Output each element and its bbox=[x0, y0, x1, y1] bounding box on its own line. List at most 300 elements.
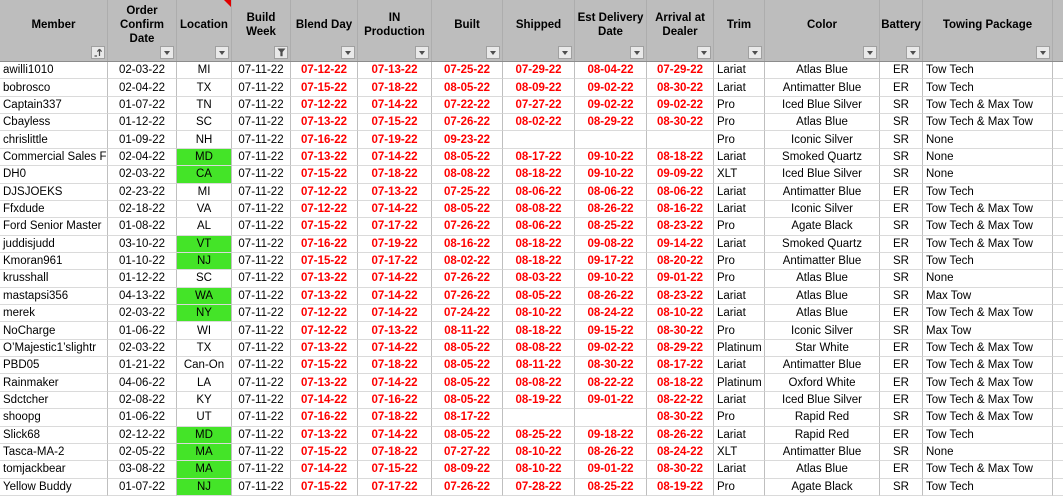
cell-color[interactable]: Antimatter Blue bbox=[765, 79, 880, 96]
cell-tow[interactable]: Tow Tech bbox=[923, 427, 1053, 444]
cell-member[interactable]: awilli1010 bbox=[0, 62, 108, 79]
cell-member[interactable]: Slick68 bbox=[0, 427, 108, 444]
filter-button-prod[interactable] bbox=[415, 46, 429, 59]
cell-est[interactable]: 09-18-22 bbox=[575, 427, 647, 444]
cell-color[interactable]: Agate Black bbox=[765, 479, 880, 496]
cell-tow[interactable]: Tow Tech & Max Tow bbox=[923, 114, 1053, 131]
cell-trim[interactable]: Lariat bbox=[714, 357, 765, 374]
cell-batt[interactable]: SR bbox=[880, 444, 923, 461]
cell-ship[interactable]: 08-08-22 bbox=[503, 340, 575, 357]
cell-member[interactable]: O’Majestic1’slightr bbox=[0, 340, 108, 357]
cell-color[interactable]: Atlas Blue bbox=[765, 62, 880, 79]
cell-built[interactable]: 07-26-22 bbox=[432, 270, 503, 287]
cell-member[interactable]: mastapsi356 bbox=[0, 288, 108, 305]
cell-est[interactable]: 09-17-22 bbox=[575, 253, 647, 270]
cell-color[interactable]: Antimatter Blue bbox=[765, 444, 880, 461]
cell-tow[interactable]: Max Tow bbox=[923, 288, 1053, 305]
cell-trim[interactable]: Lariat bbox=[714, 392, 765, 409]
cell-order[interactable]: 02-23-22 bbox=[108, 184, 177, 201]
cell-batt[interactable]: SR bbox=[880, 288, 923, 305]
cell-week[interactable]: 07-11-22 bbox=[232, 479, 291, 496]
cell-prod[interactable]: 07-14-22 bbox=[358, 340, 432, 357]
cell-built[interactable]: 07-24-22 bbox=[432, 305, 503, 322]
cell-arr[interactable]: 08-06-22 bbox=[647, 184, 714, 201]
cell-trim[interactable]: Pro bbox=[714, 270, 765, 287]
cell-arr[interactable]: 08-19-22 bbox=[647, 479, 714, 496]
cell-prod[interactable]: 07-13-22 bbox=[358, 184, 432, 201]
cell-trim[interactable]: Lariat bbox=[714, 62, 765, 79]
cell-batt[interactable]: SR bbox=[880, 131, 923, 148]
cell-loc[interactable]: KY bbox=[177, 392, 232, 409]
cell-blend[interactable]: 07-15-22 bbox=[291, 479, 358, 496]
cell-blend[interactable]: 07-13-22 bbox=[291, 288, 358, 305]
cell-built[interactable]: 08-05-22 bbox=[432, 149, 503, 166]
cell-color[interactable]: Iced Blue Silver bbox=[765, 166, 880, 183]
cell-blend[interactable]: 07-13-22 bbox=[291, 149, 358, 166]
cell-color[interactable]: Iced Blue Silver bbox=[765, 392, 880, 409]
cell-member[interactable]: Tasca-MA-2 bbox=[0, 444, 108, 461]
cell-tow[interactable]: Tow Tech bbox=[923, 62, 1053, 79]
cell-color[interactable]: Rapid Red bbox=[765, 409, 880, 426]
cell-arr[interactable]: 09-01-22 bbox=[647, 270, 714, 287]
cell-ship[interactable]: 08-11-22 bbox=[503, 357, 575, 374]
cell-trim[interactable]: Lariat bbox=[714, 427, 765, 444]
cell-batt[interactable]: SR bbox=[880, 409, 923, 426]
cell-prod[interactable]: 07-17-22 bbox=[358, 218, 432, 235]
cell-tow[interactable]: Tow Tech & Max Tow bbox=[923, 201, 1053, 218]
cell-prod[interactable]: 07-14-22 bbox=[358, 305, 432, 322]
cell-week[interactable]: 07-11-22 bbox=[232, 166, 291, 183]
cell-prod[interactable]: 07-15-22 bbox=[358, 114, 432, 131]
cell-week[interactable]: 07-11-22 bbox=[232, 114, 291, 131]
cell-trim[interactable]: Lariat bbox=[714, 288, 765, 305]
cell-trim[interactable]: Pro bbox=[714, 253, 765, 270]
cell-est[interactable]: 09-10-22 bbox=[575, 166, 647, 183]
cell-trim[interactable]: Lariat bbox=[714, 236, 765, 253]
cell-tow[interactable]: Tow Tech & Max Tow bbox=[923, 236, 1053, 253]
cell-prod[interactable]: 07-14-22 bbox=[358, 427, 432, 444]
cell-ship[interactable]: 08-09-22 bbox=[503, 79, 575, 96]
cell-batt[interactable]: ER bbox=[880, 357, 923, 374]
cell-arr[interactable]: 08-30-22 bbox=[647, 409, 714, 426]
cell-loc[interactable]: MD bbox=[177, 427, 232, 444]
cell-arr[interactable]: 07-29-22 bbox=[647, 62, 714, 79]
cell-batt[interactable]: SR bbox=[880, 149, 923, 166]
cell-ship[interactable]: 08-18-22 bbox=[503, 322, 575, 339]
cell-built[interactable]: 08-16-22 bbox=[432, 236, 503, 253]
cell-trim[interactable]: Platinum bbox=[714, 374, 765, 391]
cell-batt[interactable]: SR bbox=[880, 114, 923, 131]
cell-ship[interactable]: 07-27-22 bbox=[503, 97, 575, 114]
cell-week[interactable]: 07-11-22 bbox=[232, 253, 291, 270]
cell-week[interactable]: 07-11-22 bbox=[232, 62, 291, 79]
cell-loc[interactable]: MA bbox=[177, 461, 232, 478]
cell-color[interactable]: Antimatter Blue bbox=[765, 357, 880, 374]
cell-blend[interactable]: 07-12-22 bbox=[291, 305, 358, 322]
cell-ship[interactable]: 08-03-22 bbox=[503, 270, 575, 287]
cell-color[interactable]: Atlas Blue bbox=[765, 305, 880, 322]
cell-loc[interactable]: MI bbox=[177, 62, 232, 79]
cell-ship[interactable]: 08-10-22 bbox=[503, 461, 575, 478]
cell-tow[interactable]: None bbox=[923, 166, 1053, 183]
cell-loc[interactable]: LA bbox=[177, 374, 232, 391]
cell-trim[interactable]: Pro bbox=[714, 114, 765, 131]
cell-est[interactable]: 08-26-22 bbox=[575, 444, 647, 461]
cell-ship[interactable]: 07-28-22 bbox=[503, 479, 575, 496]
cell-member[interactable]: Cbayless bbox=[0, 114, 108, 131]
cell-blend[interactable]: 07-15-22 bbox=[291, 218, 358, 235]
cell-week[interactable]: 07-11-22 bbox=[232, 201, 291, 218]
cell-trim[interactable]: Lariat bbox=[714, 201, 765, 218]
cell-batt[interactable]: SR bbox=[880, 253, 923, 270]
cell-color[interactable]: Atlas Blue bbox=[765, 288, 880, 305]
cell-batt[interactable]: ER bbox=[880, 374, 923, 391]
cell-arr[interactable]: 08-30-22 bbox=[647, 114, 714, 131]
cell-arr[interactable]: 08-26-22 bbox=[647, 427, 714, 444]
filter-button-built[interactable] bbox=[486, 46, 500, 59]
cell-batt[interactable]: ER bbox=[880, 305, 923, 322]
cell-week[interactable]: 07-11-22 bbox=[232, 270, 291, 287]
cell-order[interactable]: 02-05-22 bbox=[108, 444, 177, 461]
cell-loc[interactable]: NY bbox=[177, 305, 232, 322]
cell-order[interactable]: 02-18-22 bbox=[108, 201, 177, 218]
cell-batt[interactable]: SR bbox=[880, 322, 923, 339]
cell-blend[interactable]: 07-15-22 bbox=[291, 79, 358, 96]
cell-blend[interactable]: 07-13-22 bbox=[291, 114, 358, 131]
cell-arr[interactable]: 08-23-22 bbox=[647, 288, 714, 305]
cell-blend[interactable]: 07-15-22 bbox=[291, 253, 358, 270]
cell-ship[interactable]: 08-17-22 bbox=[503, 149, 575, 166]
cell-trim[interactable]: Lariat bbox=[714, 79, 765, 96]
cell-week[interactable]: 07-11-22 bbox=[232, 97, 291, 114]
cell-order[interactable]: 01-09-22 bbox=[108, 131, 177, 148]
cell-est[interactable]: 08-29-22 bbox=[575, 114, 647, 131]
cell-blend[interactable]: 07-15-22 bbox=[291, 357, 358, 374]
cell-loc[interactable]: SC bbox=[177, 270, 232, 287]
cell-order[interactable]: 01-12-22 bbox=[108, 114, 177, 131]
cell-week[interactable]: 07-11-22 bbox=[232, 149, 291, 166]
cell-built[interactable]: 08-05-22 bbox=[432, 357, 503, 374]
cell-member[interactable]: Yellow Buddy bbox=[0, 479, 108, 496]
cell-color[interactable]: Iconic Silver bbox=[765, 201, 880, 218]
cell-order[interactable]: 01-21-22 bbox=[108, 357, 177, 374]
cell-week[interactable]: 07-11-22 bbox=[232, 427, 291, 444]
cell-order[interactable]: 02-08-22 bbox=[108, 392, 177, 409]
cell-tow[interactable]: Tow Tech & Max Tow bbox=[923, 374, 1053, 391]
cell-trim[interactable]: Pro bbox=[714, 218, 765, 235]
cell-ship[interactable]: 08-10-22 bbox=[503, 305, 575, 322]
cell-loc[interactable]: MI bbox=[177, 184, 232, 201]
cell-est[interactable]: 09-02-22 bbox=[575, 97, 647, 114]
cell-week[interactable]: 07-11-22 bbox=[232, 288, 291, 305]
cell-built[interactable]: 08-05-22 bbox=[432, 340, 503, 357]
cell-order[interactable]: 01-08-22 bbox=[108, 218, 177, 235]
cell-prod[interactable]: 07-14-22 bbox=[358, 97, 432, 114]
cell-order[interactable]: 02-03-22 bbox=[108, 62, 177, 79]
cell-member[interactable]: tomjackbear bbox=[0, 461, 108, 478]
cell-blend[interactable]: 07-14-22 bbox=[291, 461, 358, 478]
cell-tow[interactable]: Tow Tech & Max Tow bbox=[923, 392, 1053, 409]
cell-tow[interactable]: Tow Tech bbox=[923, 79, 1053, 96]
cell-blend[interactable]: 07-15-22 bbox=[291, 444, 358, 461]
cell-tow[interactable]: Tow Tech & Max Tow bbox=[923, 340, 1053, 357]
filter-button-est[interactable] bbox=[630, 46, 644, 59]
cell-order[interactable]: 02-04-22 bbox=[108, 149, 177, 166]
cell-arr[interactable]: 08-18-22 bbox=[647, 374, 714, 391]
cell-est[interactable]: 08-25-22 bbox=[575, 218, 647, 235]
cell-prod[interactable]: 07-14-22 bbox=[358, 270, 432, 287]
cell-week[interactable]: 07-11-22 bbox=[232, 305, 291, 322]
cell-loc[interactable]: Can-On bbox=[177, 357, 232, 374]
cell-week[interactable]: 07-11-22 bbox=[232, 461, 291, 478]
cell-tow[interactable]: Tow Tech & Max Tow bbox=[923, 305, 1053, 322]
cell-color[interactable]: Atlas Blue bbox=[765, 270, 880, 287]
cell-est[interactable] bbox=[575, 409, 647, 426]
cell-order[interactable]: 02-04-22 bbox=[108, 79, 177, 96]
cell-arr[interactable]: 08-23-22 bbox=[647, 218, 714, 235]
cell-arr[interactable]: 08-10-22 bbox=[647, 305, 714, 322]
cell-color[interactable]: Iconic Silver bbox=[765, 322, 880, 339]
cell-est[interactable]: 09-02-22 bbox=[575, 340, 647, 357]
filter-button-trim[interactable] bbox=[748, 46, 762, 59]
cell-built[interactable]: 09-23-22 bbox=[432, 131, 503, 148]
cell-est[interactable]: 08-26-22 bbox=[575, 288, 647, 305]
cell-member[interactable]: krusshall bbox=[0, 270, 108, 287]
cell-built[interactable]: 08-05-22 bbox=[432, 79, 503, 96]
cell-arr[interactable]: 08-30-22 bbox=[647, 322, 714, 339]
filter-button-order[interactable] bbox=[160, 46, 174, 59]
cell-prod[interactable]: 07-16-22 bbox=[358, 392, 432, 409]
filter-button-blend[interactable] bbox=[341, 46, 355, 59]
cell-blend[interactable]: 07-13-22 bbox=[291, 340, 358, 357]
cell-order[interactable]: 03-08-22 bbox=[108, 461, 177, 478]
cell-built[interactable]: 08-08-22 bbox=[432, 166, 503, 183]
cell-built[interactable]: 08-05-22 bbox=[432, 392, 503, 409]
cell-batt[interactable]: ER bbox=[880, 184, 923, 201]
cell-est[interactable]: 09-15-22 bbox=[575, 322, 647, 339]
cell-blend[interactable]: 07-12-22 bbox=[291, 201, 358, 218]
cell-tow[interactable]: None bbox=[923, 444, 1053, 461]
cell-batt[interactable]: ER bbox=[880, 62, 923, 79]
cell-ship[interactable] bbox=[503, 409, 575, 426]
cell-prod[interactable]: 07-18-22 bbox=[358, 444, 432, 461]
cell-trim[interactable]: Lariat bbox=[714, 461, 765, 478]
cell-loc[interactable]: NH bbox=[177, 131, 232, 148]
cell-trim[interactable]: XLT bbox=[714, 166, 765, 183]
cell-tow[interactable]: None bbox=[923, 270, 1053, 287]
cell-loc[interactable]: MA bbox=[177, 444, 232, 461]
cell-arr[interactable]: 08-24-22 bbox=[647, 444, 714, 461]
cell-tow[interactable]: Tow Tech bbox=[923, 184, 1053, 201]
cell-batt[interactable]: SR bbox=[880, 97, 923, 114]
cell-order[interactable]: 01-06-22 bbox=[108, 409, 177, 426]
cell-built[interactable]: 07-22-22 bbox=[432, 97, 503, 114]
cell-trim[interactable]: Lariat bbox=[714, 149, 765, 166]
cell-order[interactable]: 04-06-22 bbox=[108, 374, 177, 391]
cell-tow[interactable]: None bbox=[923, 131, 1053, 148]
cell-loc[interactable]: NJ bbox=[177, 479, 232, 496]
cell-member[interactable]: shoopg bbox=[0, 409, 108, 426]
cell-trim[interactable]: Lariat bbox=[714, 305, 765, 322]
filter-button-arr[interactable] bbox=[697, 46, 711, 59]
cell-arr[interactable]: 08-29-22 bbox=[647, 340, 714, 357]
cell-week[interactable]: 07-11-22 bbox=[232, 340, 291, 357]
cell-color[interactable]: Atlas Blue bbox=[765, 461, 880, 478]
cell-member[interactable]: Captain337 bbox=[0, 97, 108, 114]
cell-trim[interactable]: Pro bbox=[714, 131, 765, 148]
cell-batt[interactable]: ER bbox=[880, 79, 923, 96]
cell-blend[interactable]: 07-13-22 bbox=[291, 270, 358, 287]
cell-color[interactable]: Agate Black bbox=[765, 218, 880, 235]
cell-prod[interactable]: 07-19-22 bbox=[358, 236, 432, 253]
cell-batt[interactable]: SR bbox=[880, 218, 923, 235]
cell-prod[interactable]: 07-15-22 bbox=[358, 461, 432, 478]
cell-est[interactable]: 09-10-22 bbox=[575, 149, 647, 166]
filter-button-color[interactable] bbox=[863, 46, 877, 59]
cell-order[interactable]: 02-03-22 bbox=[108, 166, 177, 183]
cell-batt[interactable]: ER bbox=[880, 340, 923, 357]
cell-loc[interactable]: MD bbox=[177, 149, 232, 166]
cell-ship[interactable]: 08-02-22 bbox=[503, 114, 575, 131]
cell-trim[interactable]: Platinum bbox=[714, 340, 765, 357]
cell-est[interactable] bbox=[575, 131, 647, 148]
cell-built[interactable]: 07-26-22 bbox=[432, 114, 503, 131]
cell-ship[interactable]: 08-18-22 bbox=[503, 253, 575, 270]
cell-order[interactable]: 01-06-22 bbox=[108, 322, 177, 339]
cell-arr[interactable]: 08-30-22 bbox=[647, 461, 714, 478]
cell-blend[interactable]: 07-13-22 bbox=[291, 374, 358, 391]
cell-ship[interactable]: 08-18-22 bbox=[503, 166, 575, 183]
cell-week[interactable]: 07-11-22 bbox=[232, 374, 291, 391]
cell-order[interactable]: 02-03-22 bbox=[108, 340, 177, 357]
cell-prod[interactable]: 07-18-22 bbox=[358, 357, 432, 374]
cell-blend[interactable]: 07-12-22 bbox=[291, 97, 358, 114]
cell-blend[interactable]: 07-13-22 bbox=[291, 427, 358, 444]
cell-ship[interactable]: 08-08-22 bbox=[503, 374, 575, 391]
cell-trim[interactable]: Pro bbox=[714, 479, 765, 496]
cell-loc[interactable]: SC bbox=[177, 114, 232, 131]
cell-week[interactable]: 07-11-22 bbox=[232, 184, 291, 201]
cell-ship[interactable]: 08-10-22 bbox=[503, 444, 575, 461]
cell-blend[interactable]: 07-12-22 bbox=[291, 184, 358, 201]
cell-blend[interactable]: 07-16-22 bbox=[291, 409, 358, 426]
cell-trim[interactable]: Pro bbox=[714, 409, 765, 426]
cell-order[interactable]: 03-10-22 bbox=[108, 236, 177, 253]
cell-color[interactable]: Antimatter Blue bbox=[765, 184, 880, 201]
cell-tow[interactable]: Tow Tech & Max Tow bbox=[923, 97, 1053, 114]
cell-member[interactable]: merek bbox=[0, 305, 108, 322]
cell-batt[interactable]: ER bbox=[880, 392, 923, 409]
cell-trim[interactable]: Pro bbox=[714, 322, 765, 339]
cell-member[interactable]: chrislittle bbox=[0, 131, 108, 148]
cell-color[interactable]: Star White bbox=[765, 340, 880, 357]
cell-prod[interactable]: 07-19-22 bbox=[358, 131, 432, 148]
cell-ship[interactable]: 08-05-22 bbox=[503, 288, 575, 305]
cell-ship[interactable]: 08-25-22 bbox=[503, 427, 575, 444]
cell-batt[interactable]: ER bbox=[880, 461, 923, 478]
filter-button-ship[interactable] bbox=[558, 46, 572, 59]
cell-arr[interactable] bbox=[647, 131, 714, 148]
cell-batt[interactable]: ER bbox=[880, 201, 923, 218]
cell-built[interactable]: 07-25-22 bbox=[432, 62, 503, 79]
cell-ship[interactable]: 07-29-22 bbox=[503, 62, 575, 79]
cell-loc[interactable]: WA bbox=[177, 288, 232, 305]
cell-prod[interactable]: 07-14-22 bbox=[358, 201, 432, 218]
cell-tow[interactable]: None bbox=[923, 149, 1053, 166]
cell-built[interactable]: 07-26-22 bbox=[432, 218, 503, 235]
cell-week[interactable]: 07-11-22 bbox=[232, 131, 291, 148]
cell-prod[interactable]: 07-17-22 bbox=[358, 479, 432, 496]
cell-arr[interactable]: 09-02-22 bbox=[647, 97, 714, 114]
cell-built[interactable]: 08-05-22 bbox=[432, 427, 503, 444]
cell-color[interactable]: Smoked Quartz bbox=[765, 236, 880, 253]
cell-loc[interactable]: TX bbox=[177, 340, 232, 357]
cell-est[interactable]: 08-06-22 bbox=[575, 184, 647, 201]
cell-loc[interactable]: WI bbox=[177, 322, 232, 339]
cell-color[interactable]: Iced Blue Silver bbox=[765, 97, 880, 114]
cell-tow[interactable]: Tow Tech & Max Tow bbox=[923, 218, 1053, 235]
cell-order[interactable]: 01-12-22 bbox=[108, 270, 177, 287]
cell-batt[interactable]: SR bbox=[880, 166, 923, 183]
cell-est[interactable]: 09-01-22 bbox=[575, 392, 647, 409]
cell-ship[interactable]: 08-08-22 bbox=[503, 201, 575, 218]
cell-batt[interactable]: SR bbox=[880, 479, 923, 496]
cell-loc[interactable]: AL bbox=[177, 218, 232, 235]
cell-arr[interactable]: 09-09-22 bbox=[647, 166, 714, 183]
cell-est[interactable]: 08-30-22 bbox=[575, 357, 647, 374]
cell-batt[interactable]: SR bbox=[880, 270, 923, 287]
cell-built[interactable]: 08-02-22 bbox=[432, 253, 503, 270]
cell-tow[interactable]: Tow Tech & Max Tow bbox=[923, 461, 1053, 478]
cell-prod[interactable]: 07-14-22 bbox=[358, 374, 432, 391]
cell-blend[interactable]: 07-12-22 bbox=[291, 322, 358, 339]
cell-est[interactable]: 08-24-22 bbox=[575, 305, 647, 322]
cell-trim[interactable]: XLT bbox=[714, 444, 765, 461]
cell-arr[interactable]: 09-14-22 bbox=[647, 236, 714, 253]
cell-loc[interactable]: VA bbox=[177, 201, 232, 218]
cell-member[interactable]: DH0 bbox=[0, 166, 108, 183]
cell-week[interactable]: 07-11-22 bbox=[232, 79, 291, 96]
cell-tow[interactable]: Max Tow bbox=[923, 322, 1053, 339]
cell-order[interactable]: 01-10-22 bbox=[108, 253, 177, 270]
cell-ship[interactable]: 08-19-22 bbox=[503, 392, 575, 409]
cell-prod[interactable]: 07-14-22 bbox=[358, 149, 432, 166]
filter-button-tow[interactable] bbox=[1036, 46, 1050, 59]
cell-loc[interactable]: TN bbox=[177, 97, 232, 114]
cell-color[interactable]: Oxford White bbox=[765, 374, 880, 391]
cell-tow[interactable]: Tow Tech & Max Tow bbox=[923, 357, 1053, 374]
cell-est[interactable]: 08-26-22 bbox=[575, 201, 647, 218]
cell-week[interactable]: 07-11-22 bbox=[232, 322, 291, 339]
cell-order[interactable]: 02-12-22 bbox=[108, 427, 177, 444]
cell-member[interactable]: bobrosco bbox=[0, 79, 108, 96]
cell-member[interactable]: juddisjudd bbox=[0, 236, 108, 253]
cell-batt[interactable]: ER bbox=[880, 236, 923, 253]
cell-member[interactable]: Sdctcher bbox=[0, 392, 108, 409]
cell-built[interactable]: 07-25-22 bbox=[432, 184, 503, 201]
cell-est[interactable]: 09-01-22 bbox=[575, 461, 647, 478]
cell-loc[interactable]: TX bbox=[177, 79, 232, 96]
cell-member[interactable]: Commercial Sales F bbox=[0, 149, 108, 166]
cell-est[interactable]: 09-02-22 bbox=[575, 79, 647, 96]
cell-prod[interactable]: 07-13-22 bbox=[358, 322, 432, 339]
cell-built[interactable]: 08-05-22 bbox=[432, 374, 503, 391]
cell-week[interactable]: 07-11-22 bbox=[232, 357, 291, 374]
cell-order[interactable]: 04-13-22 bbox=[108, 288, 177, 305]
cell-est[interactable]: 08-22-22 bbox=[575, 374, 647, 391]
cell-order[interactable]: 01-07-22 bbox=[108, 479, 177, 496]
cell-color[interactable]: Atlas Blue bbox=[765, 114, 880, 131]
